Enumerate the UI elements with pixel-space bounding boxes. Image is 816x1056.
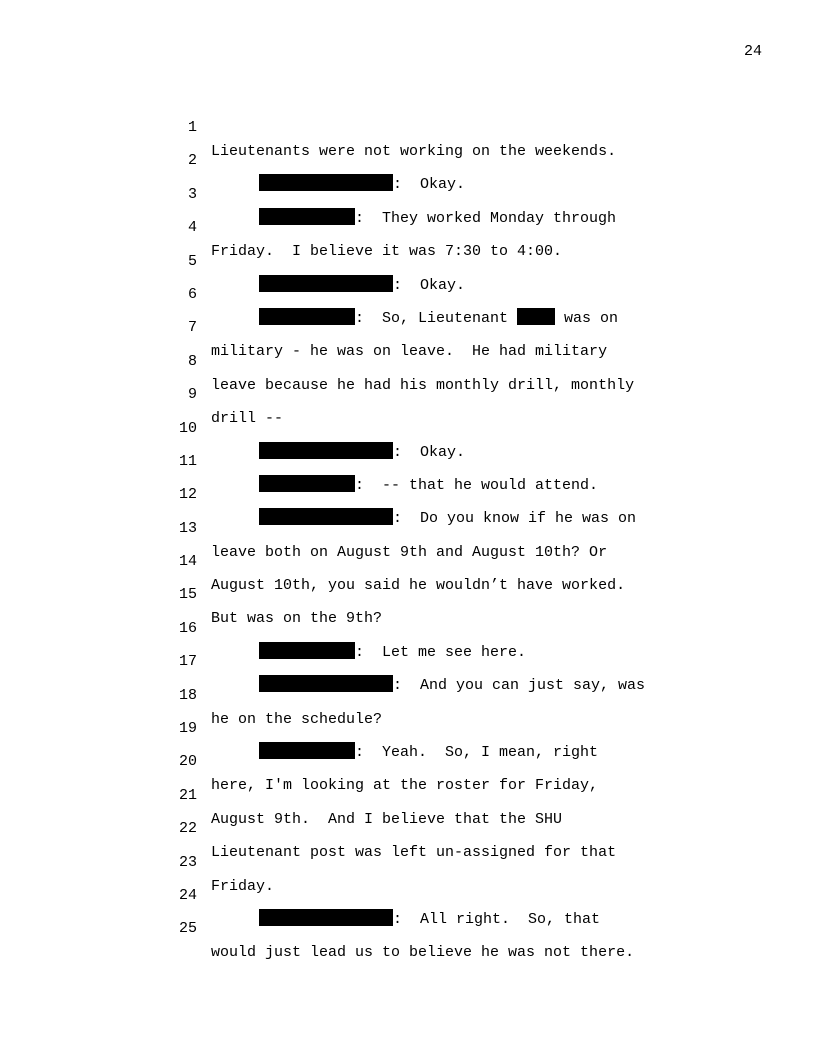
line-number: 15 (178, 586, 197, 604)
line-text: Lieutenant post was left un-assigned for that (211, 844, 617, 862)
line-number: 1 (187, 119, 197, 136)
transcript-line (0, 259, 816, 327)
line-text: he on the schedule? (211, 710, 383, 728)
line-text-content: : Okay. (393, 443, 466, 461)
transcript-line (0, 92, 816, 160)
line-number: 23 (178, 853, 197, 871)
transcript-line (0, 593, 816, 661)
line-text-content: : Okay. (393, 176, 466, 194)
line-number: 18 (178, 686, 197, 704)
line-text: drill -- (211, 410, 284, 428)
line-text-content: was on (555, 309, 619, 327)
line-number: 21 (178, 786, 197, 804)
line-number: 5 (187, 252, 197, 270)
line-number: 6 (187, 285, 197, 303)
line-number: 7 (187, 319, 197, 337)
line-text-content: : Yeah. So, I mean, right (355, 744, 599, 762)
line-text-content: : Let me see here. (355, 643, 527, 661)
line-text: Lieutenants were not working on the weekends. (211, 143, 617, 160)
line-number: 3 (187, 185, 197, 203)
line-number: 19 (178, 720, 197, 738)
transcript-line (0, 426, 816, 494)
line-number: 24 (178, 886, 197, 904)
line-number: 13 (178, 519, 197, 537)
line-number: 22 (178, 820, 197, 838)
line-text: leave both on August 9th and August 10th? Or (211, 543, 608, 561)
transcript-line (0, 860, 816, 928)
line-number: 11 (178, 452, 197, 470)
transcript-line (0, 292, 816, 361)
line-text-content: : -- that he would attend. (355, 476, 599, 494)
line-number: 20 (178, 753, 197, 771)
line-number: 12 (178, 486, 197, 504)
line-text: August 10th, you said he wouldn’t have worked. (211, 577, 626, 595)
transcript-line (0, 192, 816, 261)
transcript-line (0, 893, 816, 962)
line-number: 8 (187, 352, 197, 370)
line-text-content: : All right. So, that (393, 910, 601, 928)
transcript-line (0, 125, 816, 194)
line-text: Friday. I believe it was 7:30 to 4:00. (211, 243, 563, 261)
line-number: 25 (178, 920, 197, 938)
line-text: here, I'm looking at the roster for Friday, (211, 777, 599, 795)
line-text: But was on the 9th? (211, 610, 383, 628)
transcript-body (0, 92, 816, 962)
line-text-content: : So, Lieutenant (355, 309, 518, 327)
line-text: August 9th. And I believe that the SHU (211, 810, 563, 828)
line-text-content: : Do you know if he was on (393, 510, 637, 528)
line-number: 4 (187, 219, 197, 237)
transcript-line (0, 159, 816, 227)
transcript-line (0, 760, 816, 828)
line-text: leave because he had his monthly drill, monthly (211, 376, 635, 394)
line-text: would just lead us to believe he was not there. (211, 944, 635, 962)
line-text-content: : And you can just say, was (393, 677, 646, 695)
transcript-line (0, 660, 816, 728)
transcript-line (0, 493, 816, 561)
line-number: 17 (178, 653, 197, 671)
line-number: 2 (187, 152, 197, 170)
line-number: 14 (178, 553, 197, 571)
line-number: 9 (187, 386, 197, 404)
line-text: military - he was on leave. He had military (211, 343, 608, 361)
transcript-line (0, 326, 816, 394)
line-text-content: : They worked Monday through (355, 209, 617, 227)
line-number: 10 (178, 419, 197, 437)
line-text-content: : Okay. (393, 276, 466, 294)
transcript-line (0, 226, 816, 294)
line-text: Friday. (211, 877, 275, 895)
page-number: 24 (743, 43, 762, 60)
line-number: 16 (178, 619, 197, 637)
